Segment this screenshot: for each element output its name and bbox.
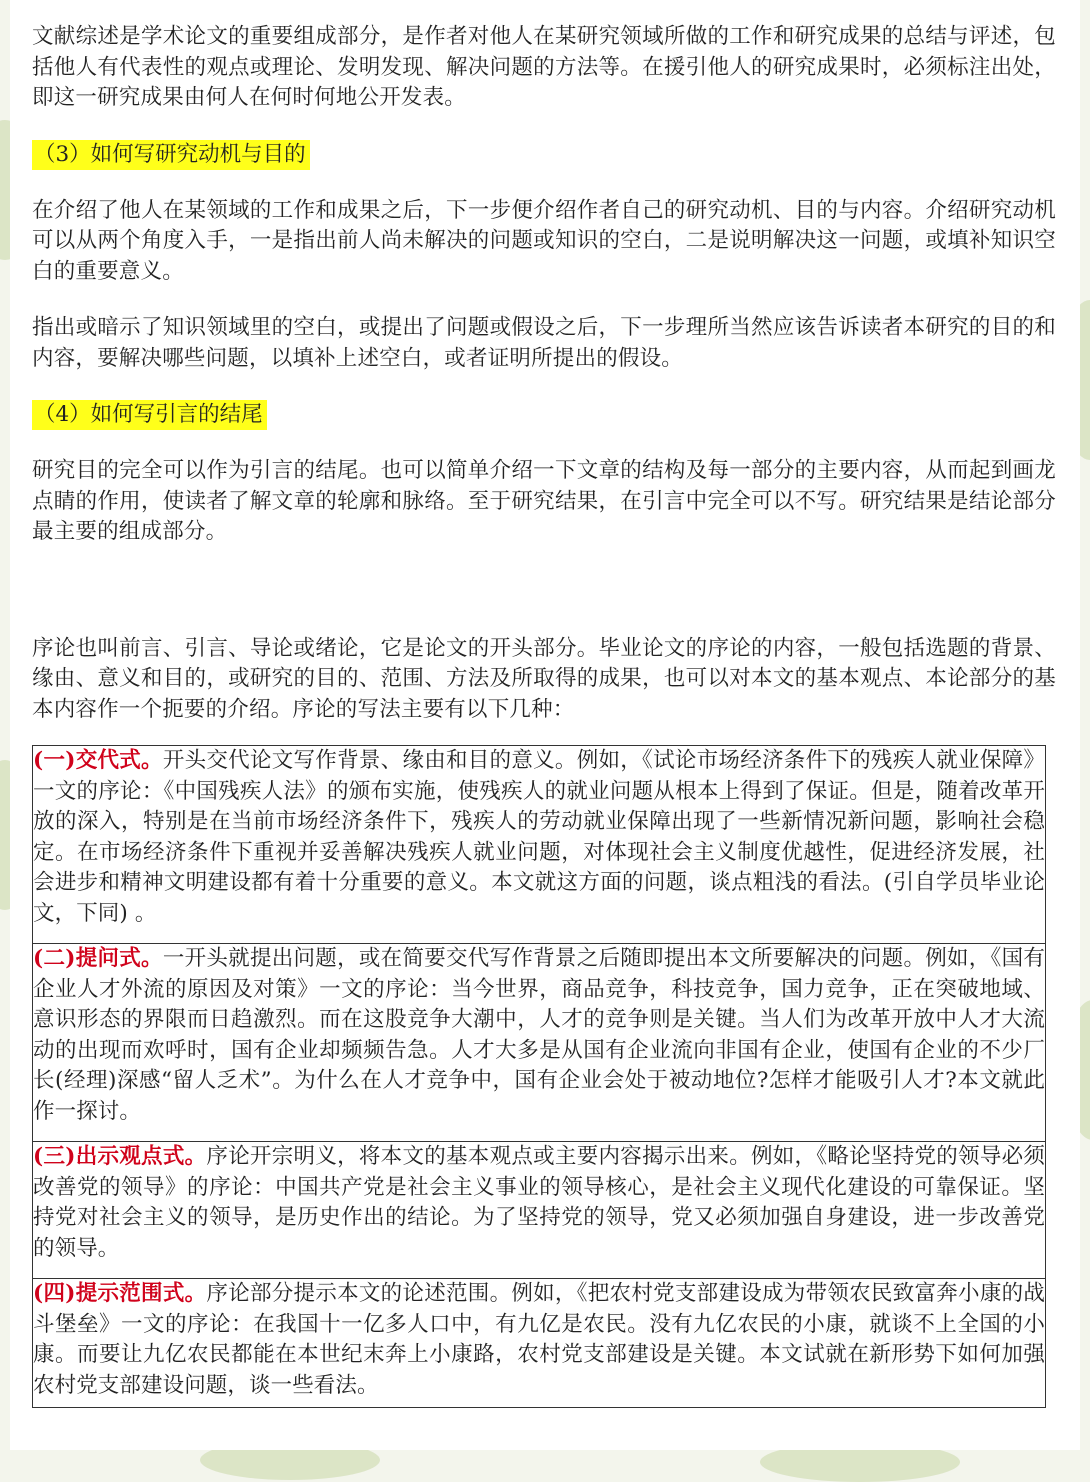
heading-ending: （4）如何写引言的结尾 [32, 400, 267, 430]
paragraph-purpose: 指出或暗示了知识领域里的空白，或提出了问题或假设之后，下一步理所当然应该告诉读者本研究的目的和内容，要解决哪些问题，以填补上述空白，或者证明所提出的假设。 [32, 315, 1056, 371]
method-label: (一)交代式。 [33, 748, 163, 773]
method-cell [33, 1142, 1045, 1279]
paragraph-ending: 研究目的完全可以作为引言的结尾。也可以简单介绍一下文章的结构及每一部分的主要内容，从而起到画龙点睛的作用，使读者了解文章的轮廓和脉络。至于研究结果，在引言中完全可以不写。研究结果是结论部分最主要的组成部分。 [32, 458, 1056, 544]
methods-box [32, 745, 1046, 1408]
method-cell [33, 944, 1045, 1142]
method-label: (二)提问式。 [33, 946, 163, 971]
method-label: (四)提示范围式。 [33, 1281, 207, 1306]
document-page [10, 0, 1080, 1450]
method-text: 序论开宗明义，将本文的基本观点或主要内容揭示出来。例如，《略论坚持党的领导必须改善党的领导》的序论：中国共产党是社会主义事业的领导核心，是社会主义现代化建设的可靠保证。坚持党对社会主义的领导，是历史作出的结论。为了坚持党的领导，党又必须加强自身建设，进一步改善党的领导。 [33, 1144, 1046, 1261]
method-text: 开头交代论文写作背景、缘由和目的意义。例如，《试论市场经济条件下的残疾人就业保障》一文的序论：《中国残疾人法》的颁布实施，使残疾人的就业问题从根本上得到了保证。但是，随着改革开放的深入，特别是在当前市场经济条件下，残疾人的劳动就业保障出现了一些新情况新问题，影响社会稳定。在市场经济条件下重视并妥善解决残疾人就业问题，对体现社会主义制度优越性，促进经济发展，社会进步和精神文明建设都有着十分重要的意义。本文就这方面的问题，谈点粗浅的看法。(引自学员毕业论文，下同) 。 [33, 748, 1045, 926]
paragraph-motivation: 在介绍了他人在某领域的工作和成果之后，下一步便介绍作者自己的研究动机、目的与内容。介绍研究动机可以从两个角度入手，一是指出前人尚未解决的问题或知识的空白，二是说明解决这一问题，或填补知识空白的重要意义。 [32, 197, 1056, 284]
paragraph-literature-review: 文献综述是学术论文的重要组成部分，是作者对他人在某研究领域所做的工作和研究成果的总结与评述，包括他人有代表性的观点或理论、发明发现、解决问题的方法等。在援引他人的研究成果时，必须标注出处，即这一研究成果由何人在何时何地公开发表。 [32, 24, 1056, 110]
method-label: (三)出示观点式。 [33, 1144, 207, 1169]
method-text: 序论部分提示本文的论述范围。例如，《把农村党支部建设成为带领农民致富奔小康的战斗堡垒》一文的序论：在我国十一亿多人口中，有九亿是农民。没有九亿农民的小康，就谈不上全国的小康。而要让九亿农民都能在本世纪末奔上小康路，农村党支部建设是关键。本文试就在新形势下如何加强农村党支部建设问题，谈一些看法。 [33, 1281, 1046, 1398]
method-cell [33, 1279, 1045, 1407]
heading-motivation: （3）如何写研究动机与目的 [32, 140, 310, 170]
method-cell [33, 746, 1045, 944]
method-text: 一开头就提出问题，或在简要交代写作背景之后随即提出本文所要解决的问题。例如，《国有企业人才外流的原因及对策》一文的序论：当今世界，商品竞争，科技竞争，国力竞争，正在突破地域、意识形态的界限而日趋激烈。而在这股竞争大潮中，人才的竞争则是关键。当人们为改革开放中人才大流动的出现而欢呼时，国有企业却频频告急。人才大多是从国有企业流向非国有企业，使国有企业的不少厂长(经理)深感“留人乏术”。为什么在人才竞争中，国有企业会处于被动地位?怎样才能吸引人才?本文就此作一探讨。 [33, 946, 1045, 1124]
paragraph-preface-intro: 序论也叫前言、引言、导论或绪论，它是论文的开头部分。毕业论文的序论的内容，一般包括选题的背景、缘由、意义和目的，或研究的目的、范围、方法及所取得的成果，也可以对本文的基本观点、本论部分的基本内容作一个扼要的介绍。序论的写法主要有以下几种： [32, 635, 1056, 722]
